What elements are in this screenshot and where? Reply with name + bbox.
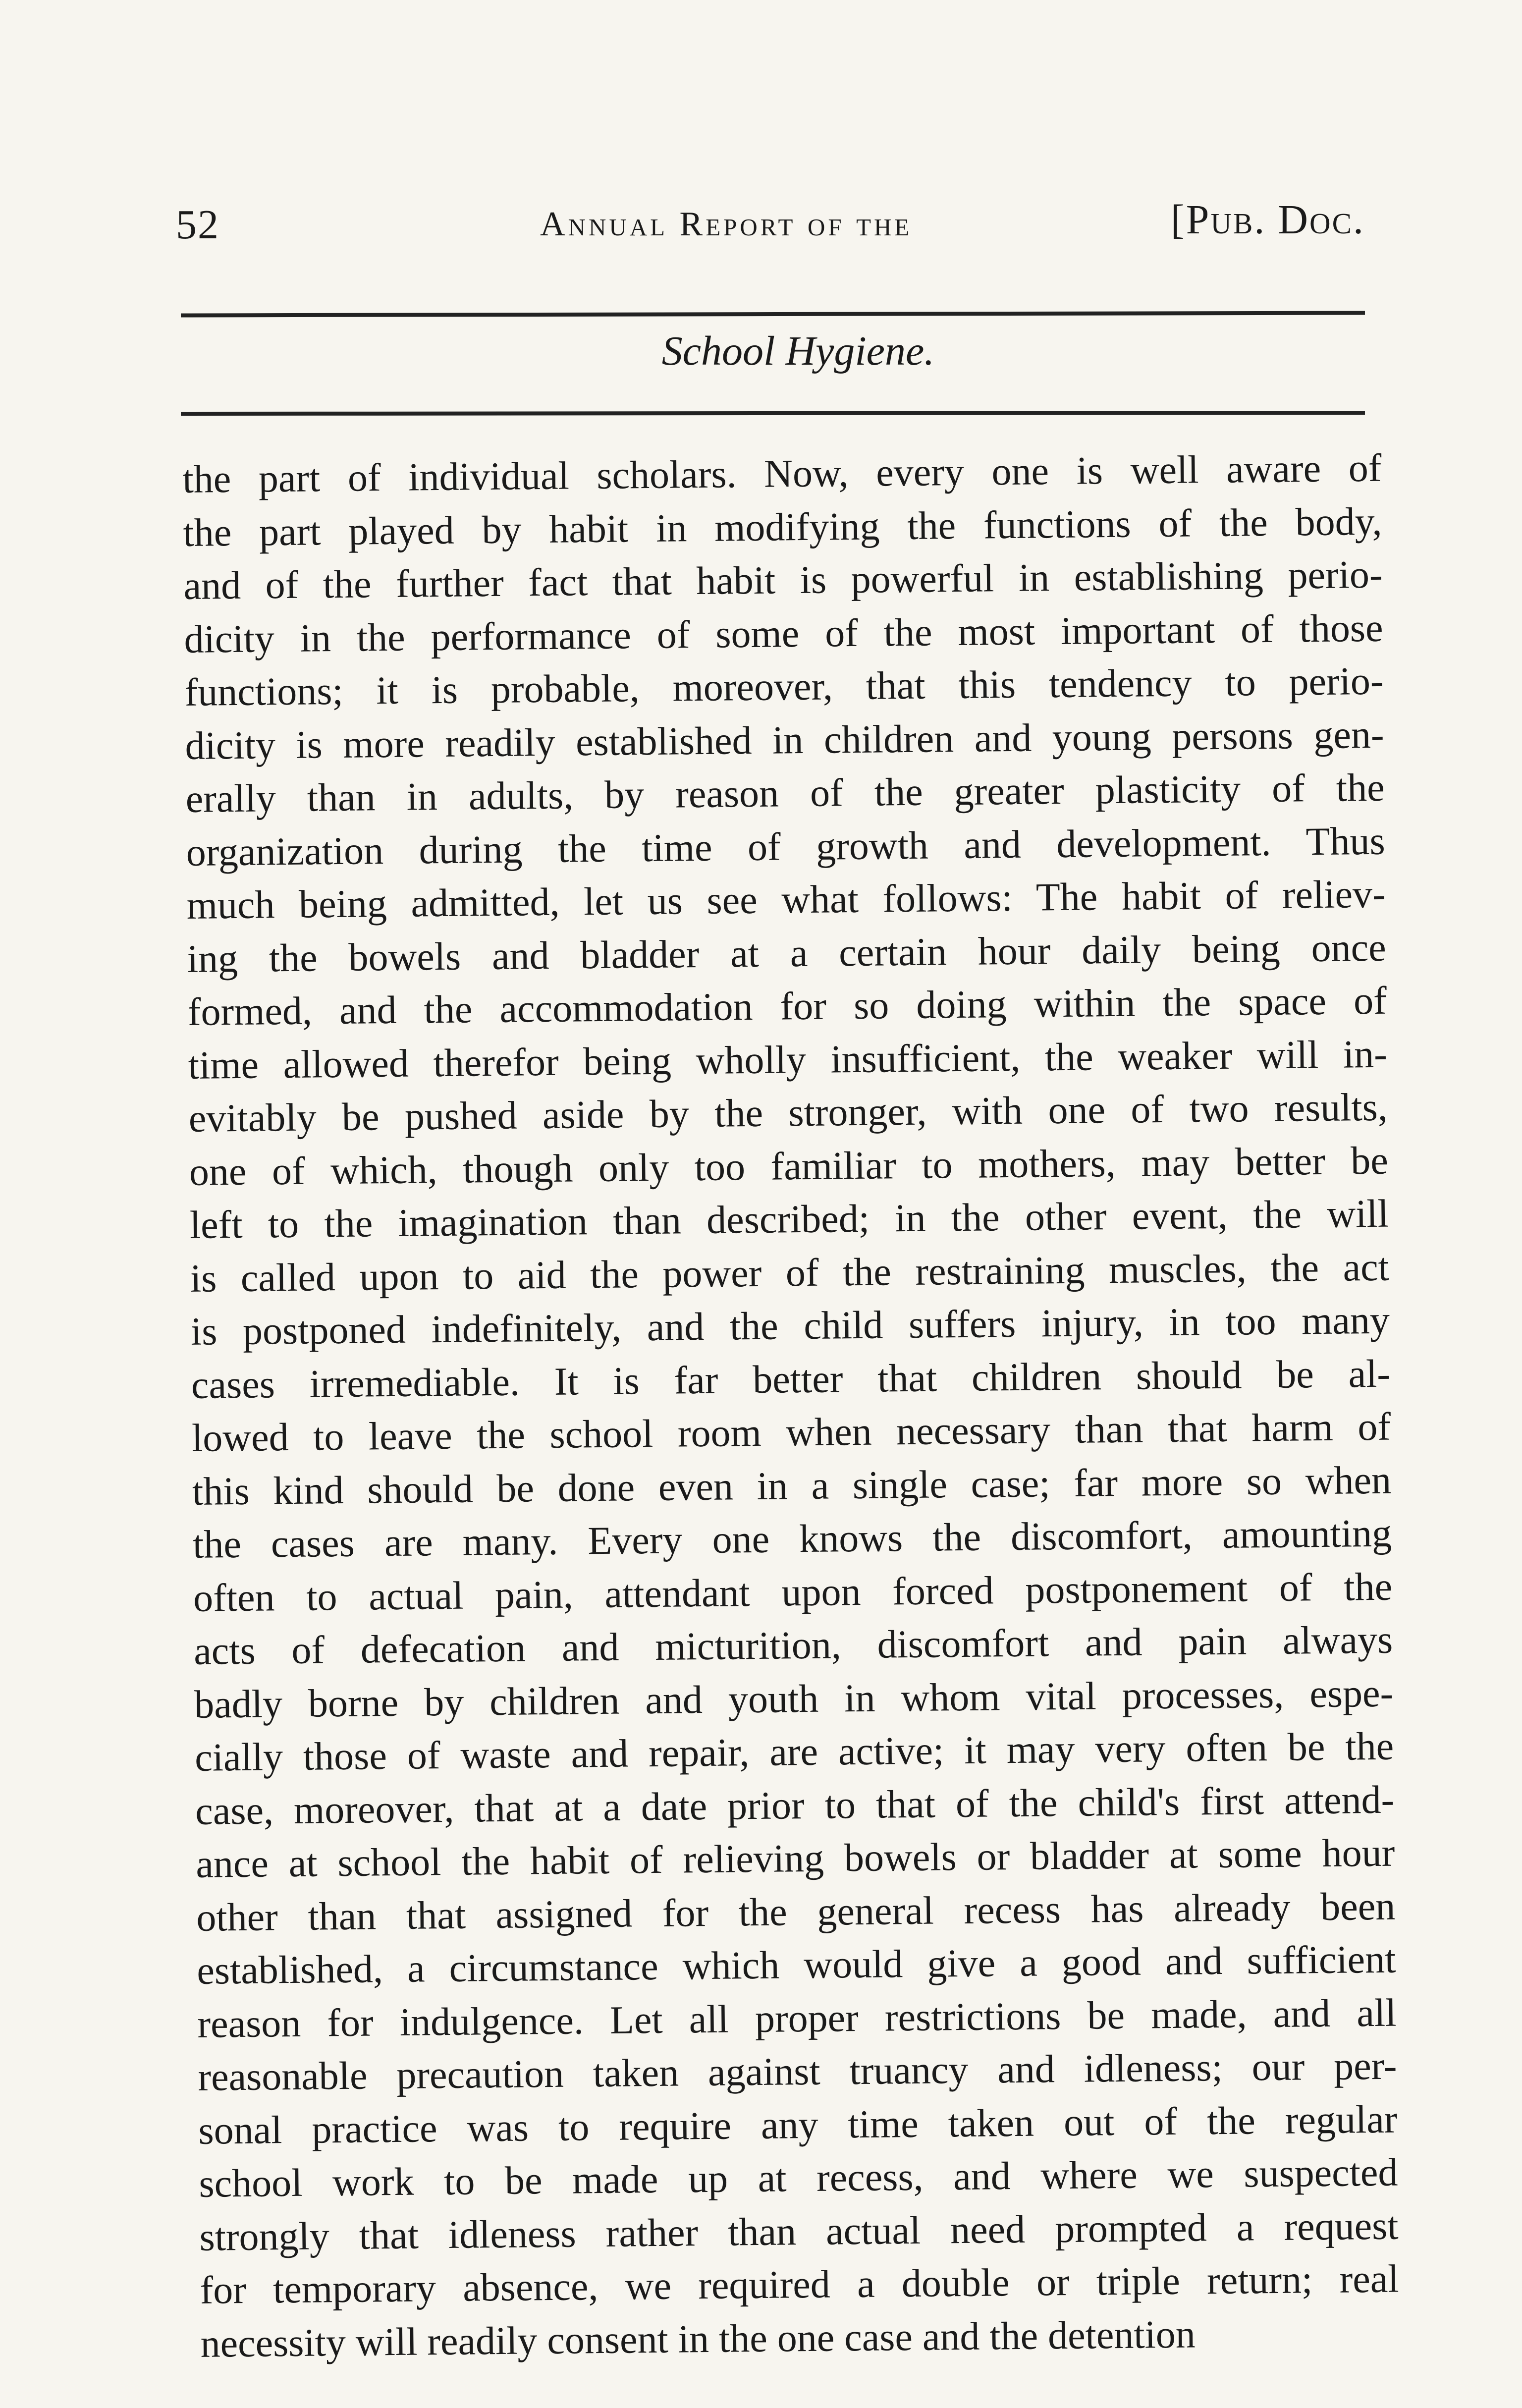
text-line: necessity will readily consent in the one case and the detention [200, 2312, 1196, 2366]
text-line: this kind should be done even in a single case; far more so when [192, 1458, 1392, 1514]
page-header [176, 196, 1365, 255]
header-rule-top [181, 311, 1365, 317]
text-line: time allowed therefor being wholly insufficient, the weaker will in- [188, 1032, 1388, 1088]
text-line: functions; it is probable, moreover, that this tendency to perio- [184, 659, 1384, 714]
body-text [182, 442, 1400, 2371]
text-line: the cases are many. Every one knows the discomfort, amounting [192, 1511, 1392, 1567]
text-line: ing the bowels and bladder at a certain hour daily being once [187, 926, 1387, 981]
text-line: dicity in the performance of some of the most important of those [184, 606, 1383, 661]
text-line: sonal practice was to require any time taken out of the regular [198, 2097, 1398, 2153]
text-line: dicity is more readily established in children and young persons gen- [185, 712, 1384, 768]
running-head: Annual Report of the [540, 205, 913, 243]
text-line: organization during the time of growth and development. Thus [186, 819, 1386, 875]
text-line: evitably be pushed aside by the stronger, with one of two results, [188, 1085, 1388, 1141]
text-line: other than that assigned for the general recess has already been [196, 1884, 1396, 1940]
document-tag: [Pub. Doc. [1170, 197, 1365, 243]
page-number: 52 [176, 202, 219, 248]
text-line: reasonable precaution taken against truancy and idleness; our per- [198, 2044, 1397, 2099]
text-line: case, moreover, that at a date prior to that of the child's first attend- [195, 1778, 1395, 1833]
text-line: reason for indulgence. Let all proper restrictions be made, and all [197, 1991, 1397, 2046]
text-line: acts of defecation and micturition, discomfort and pain always [193, 1618, 1393, 1673]
text-line: erally than in adults, by reason of the greater plasticity of the [185, 766, 1385, 821]
text-line: lowed to leave the school room when necessary than that harm of [191, 1405, 1391, 1460]
text-line: cially those of waste and repair, are active; it may very often be the [194, 1724, 1394, 1780]
header-rule-bottom [181, 411, 1365, 416]
text-line: is postponed indefinitely, and the child suffers injury, in too many [190, 1298, 1390, 1354]
text-line: one of which, though only too familiar to mothers, may better be [189, 1139, 1389, 1194]
text-line: the part played by habit in modifying the functions of the body, [183, 499, 1382, 555]
text-line: formed, and the accommodation for so doing within the space of [187, 979, 1387, 1034]
text-line: for temporary absence, we required a double or triple return; real [200, 2257, 1399, 2312]
text-line: strongly that idleness rather than actual need prompted a request [199, 2204, 1399, 2259]
text-line: is called upon to aid the power of the restraining muscles, the act [190, 1245, 1390, 1301]
text-line: ance at school the habit of relieving bowels or bladder at some hour [195, 1831, 1395, 1886]
text-line: badly borne by children and youth in whom vital processes, espe- [194, 1671, 1394, 1727]
text-line: left to the imagination than described; in the other event, the will [189, 1192, 1389, 1247]
text-line: often to actual pain, attendant upon forced postponement of the [193, 1565, 1393, 1620]
section-title: School Hygiene. [661, 328, 935, 374]
text-line: school work to be made up at recess, and where we suspected [199, 2150, 1398, 2206]
text-line: cases irremediable. It is far better that children should be al- [191, 1352, 1391, 1407]
text-line: and of the further fact that habit is powerful in establishing perio- [183, 552, 1383, 608]
text-line: the part of individual scholars. Now, every one is well aware of [182, 446, 1382, 501]
text-line: much being admitted, let us see what follows: The habit of reliev- [186, 872, 1386, 928]
text-line: established, a circumstance which would give a good and sufficient [196, 1937, 1396, 1993]
